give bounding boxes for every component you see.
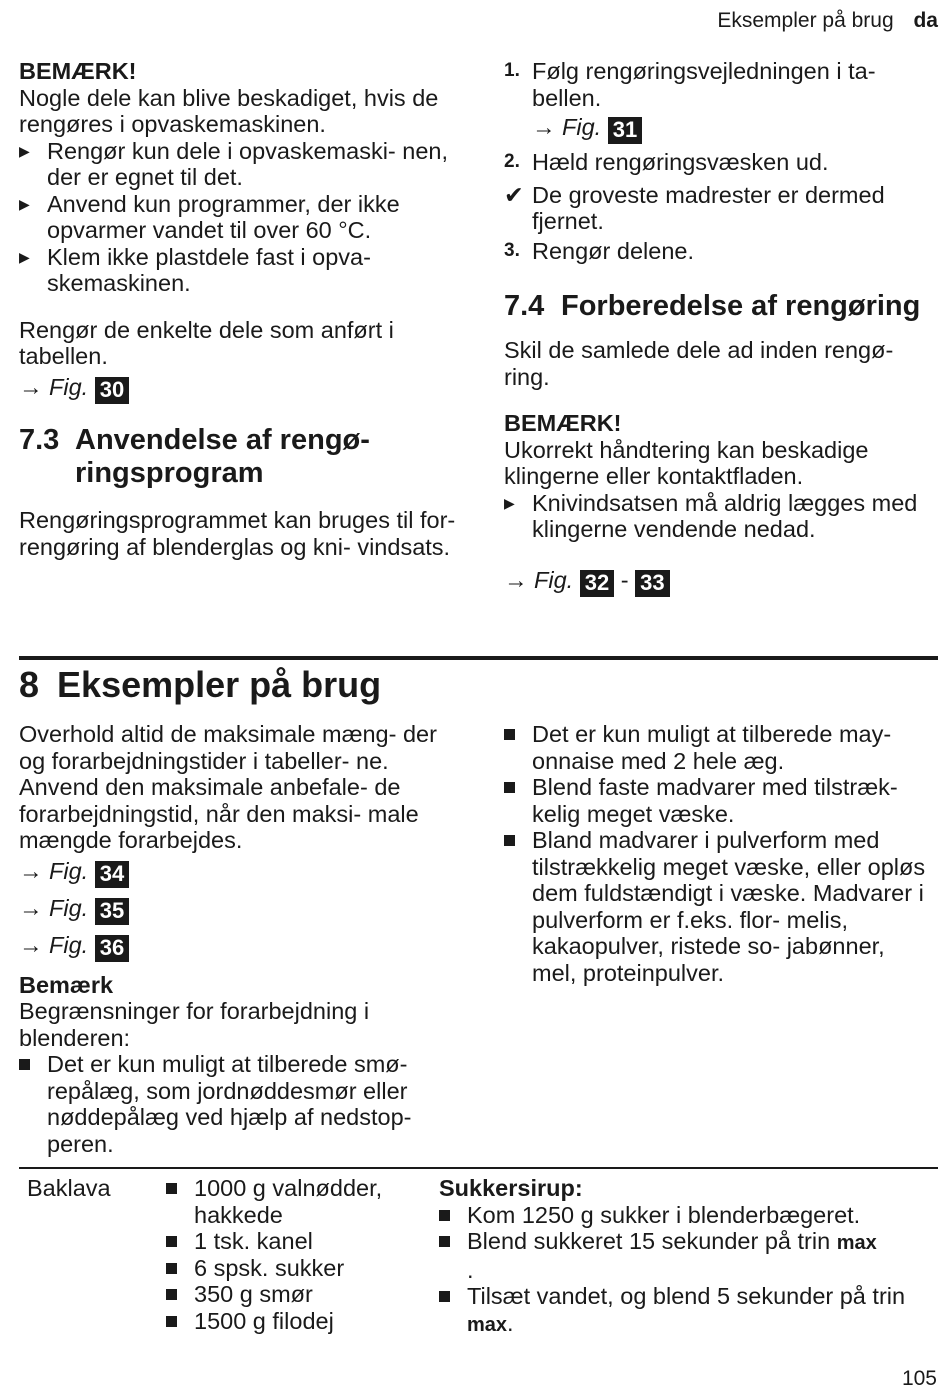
result-item: ✔ De groveste madrester er dermed fjernet. xyxy=(504,181,885,234)
list-item: 1500 g filodej xyxy=(166,1308,441,1335)
list-item: Bland madvarer i pulverform med tilstrækkelig meget væske, eller opløs dem fuldstændigt i væske. Madvarer i pulverform er f.eks. flor- melis, kakaopulver, ristede so- jabønner, mel, proteinpulver. xyxy=(504,827,934,986)
chapter-rule xyxy=(19,656,938,660)
figure-reference: → Fig. 30 xyxy=(19,374,459,404)
list-item: Tilsæt vandet, og blend 5 sekunder på trin max. xyxy=(439,1283,934,1338)
list-item: ▶ Anvend kun programmer, der ikke opvarmer vandet til over 60 °C. xyxy=(19,190,400,243)
list-item: 1000 g valnødder, hakkede xyxy=(166,1175,441,1228)
note-title: BEMÆRK! xyxy=(19,58,137,84)
right-top-column xyxy=(504,58,934,264)
square-bullet-icon xyxy=(504,729,515,740)
note-title: BEMÆRK! xyxy=(504,410,622,436)
figure-reference: → Fig. 35 xyxy=(19,895,459,925)
triangle-bullet-icon: ▶ xyxy=(19,142,30,159)
section-heading: 7.4 Forberedelse af rengøring xyxy=(504,290,921,322)
figure-reference: → Fig. 32 - 33 xyxy=(504,567,934,597)
square-bullet-icon xyxy=(166,1236,177,1247)
left-top-column xyxy=(19,58,459,404)
list-item: Kom 1250 g sukker i blenderbægeret. xyxy=(439,1202,934,1229)
arrow-icon: → xyxy=(19,373,43,400)
arrow-icon: → xyxy=(19,894,43,921)
triangle-bullet-icon: ▶ xyxy=(504,494,515,511)
note-text: Begrænsninger for forarbejdning i blenderen: xyxy=(19,998,370,1051)
chapter-heading: 8 Eksempler på brug xyxy=(19,664,382,705)
chapter-right-column xyxy=(504,721,934,986)
table-row xyxy=(19,1175,938,1345)
note-text: Nogle dele kan blive beskadiget, hvis de rengøres i opvaskemaskinen. xyxy=(19,84,439,137)
square-bullet-icon xyxy=(439,1291,450,1302)
figure-reference: → Fig. 36 xyxy=(19,932,459,962)
arrow-icon: → xyxy=(532,114,556,140)
square-bullet-icon xyxy=(166,1289,177,1300)
section-text: Skil de samlede dele ad inden rengø- ring. xyxy=(504,337,894,390)
arrow-icon: → xyxy=(19,857,43,884)
list-item: 350 g smør xyxy=(166,1281,441,1308)
square-bullet-icon xyxy=(504,782,515,793)
checkmark-icon: ✔ xyxy=(504,181,524,208)
figure-number: 31 xyxy=(608,117,642,144)
figure-number: 32 xyxy=(580,570,614,597)
header-lang: da xyxy=(913,9,938,32)
square-bullet-icon xyxy=(19,1059,30,1070)
square-bullet-icon xyxy=(166,1183,177,1194)
square-bullet-icon xyxy=(166,1263,177,1274)
list-item: Det er kun muligt at tilberede may- onnaise med 2 hele æg. xyxy=(504,721,934,774)
step-3: 3. Rengør delene. xyxy=(504,237,694,264)
square-bullet-icon xyxy=(166,1316,177,1327)
step-2: 2. Hæld rengøringsvæsken ud. xyxy=(504,149,829,175)
figure-number: 33 xyxy=(635,570,669,597)
table-rule xyxy=(19,1167,938,1169)
list-item: 6 spsk. sukker xyxy=(166,1255,441,1282)
list-item: Blend faste madvarer med tilstræk- kelig meget væske. xyxy=(504,774,934,827)
page-number: 105 xyxy=(901,1367,937,1390)
arrow-icon: → xyxy=(504,566,528,593)
syrup-title: Sukkersirup: xyxy=(439,1175,583,1201)
chapter-left-column xyxy=(19,721,459,1157)
list-item: Det er kun muligt at tilberede smø- repålæg, som jordnøddesmør eller nøddepålæg ved hjælp af nedstop- peren. xyxy=(19,1051,459,1157)
arrow-icon: → xyxy=(19,931,43,958)
note-text: Ukorrekt håndtering kan beskadige klingerne eller kontaktfladen. xyxy=(504,436,869,489)
table-cell-ingredients xyxy=(166,1175,441,1334)
figure-number: 30 xyxy=(95,377,129,404)
list-item: ▶ Klem ikke plastdele fast i opva- skemaskinen. xyxy=(19,243,371,296)
figure-reference: → Fig. 31 xyxy=(504,114,934,144)
page-header xyxy=(717,8,938,35)
figure-number: 35 xyxy=(95,898,129,925)
list-item: ▶ Knivindsatsen må aldrig lægges med klingerne vendende nedad. xyxy=(504,489,918,542)
table-cell-dish: Baklava xyxy=(27,1175,111,1201)
intro-text: Overhold altid de maksimale mæng- der og forarbejdningstider i tabeller- ne. Anvend den maksimale anbefale- de forarbejdningstid, når den maksi- male mængde forarbejdes. xyxy=(19,721,437,853)
section-text: Rengøringsprogrammet kan bruges til for-rengøring af blenderglas og kni- vindsats. xyxy=(19,507,456,560)
list-item: 1 tsk. kanel xyxy=(166,1228,441,1255)
paragraph: Rengør de enkelte dele som anført i tabellen. xyxy=(19,316,394,369)
section-heading: 7.3 Anvendelse af rengø- ringsprogram xyxy=(19,424,370,489)
square-bullet-icon xyxy=(504,835,515,846)
section-7-4 xyxy=(504,290,934,597)
list-item: Blend sukkeret 15 sekunder på trin max . xyxy=(439,1228,934,1283)
header-title: Eksempler på brug xyxy=(717,9,894,32)
square-bullet-icon xyxy=(439,1210,450,1221)
figure-reference: → Fig. 34 xyxy=(19,858,459,888)
figure-number: 34 xyxy=(95,861,129,888)
triangle-bullet-icon: ▶ xyxy=(19,195,30,212)
triangle-bullet-icon: ▶ xyxy=(19,248,30,265)
square-bullet-icon xyxy=(439,1236,450,1247)
figure-number: 36 xyxy=(95,935,129,962)
table-cell-method xyxy=(439,1175,934,1338)
list-item: ▶ Rengør kun dele i opvaskemaski- nen, der er egnet til det. xyxy=(19,137,449,190)
step-1: 1. Følg rengøringsvejledningen i ta- bellen. xyxy=(504,58,876,111)
section-7-3 xyxy=(19,424,459,560)
note-title: Bemærk xyxy=(19,971,114,998)
